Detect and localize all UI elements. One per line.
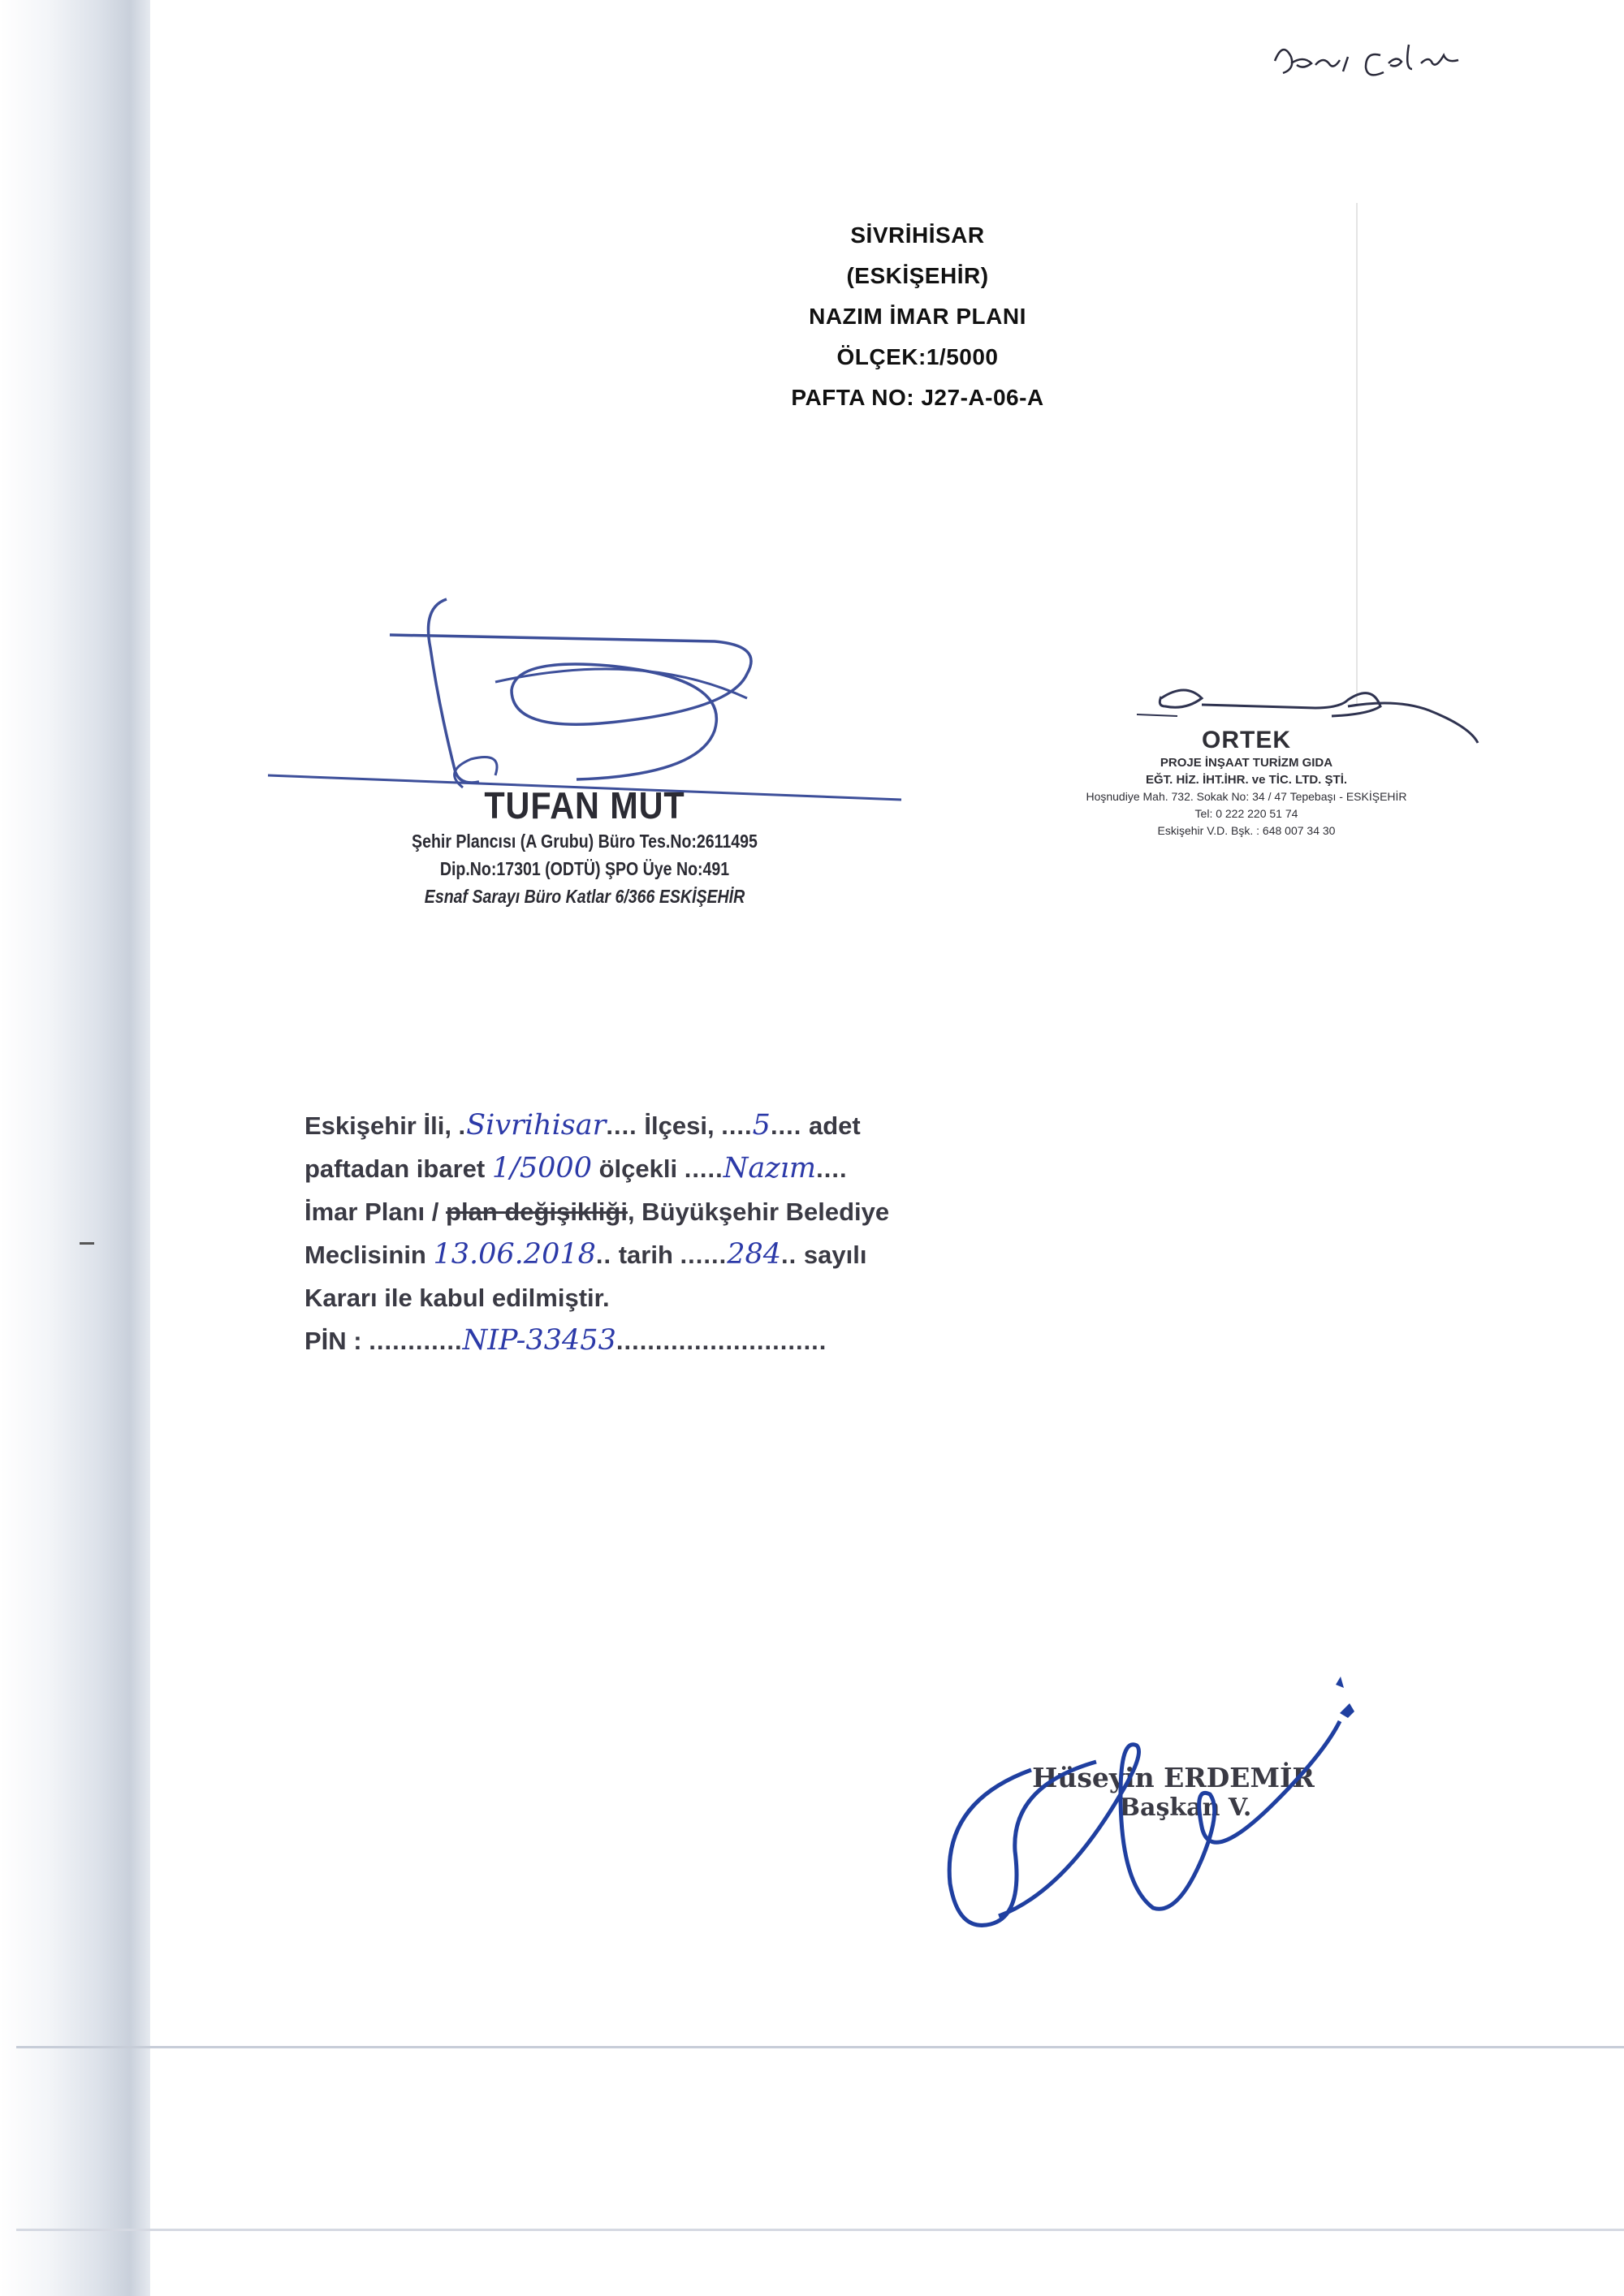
planner-address: Esnaf Sarayı Büro Katlar 6/366 ESKİŞEHİR [424,886,745,907]
company-line-2: EĞT. HİZ. İHT.İHR. ve TİC. LTD. ŞTİ. [1145,773,1348,787]
decision-row-2: paftadan ibaret 1/5000 ölçekli .....Nazım.... [304,1152,848,1185]
planner-name: TUFAN MUT [484,784,685,826]
planner-stamp [374,783,796,910]
decision-text: paftadan ibaret [304,1154,492,1183]
handwritten-scale: 1/5000 [491,1152,592,1185]
decision-text: , Büyükşehir Belediye [627,1198,890,1226]
decision-text: PİN : [304,1327,369,1355]
handwritten-district: Sivrihisar [466,1109,607,1142]
decision-row-4: Meclisinin 13.06.2018.. tarih ......284.. sayılı [304,1238,867,1271]
company-address: Hoşnudiye Mah. 732. Sokak No: 34 / 47 Tepebaşı - ESKİŞEHİR [1086,790,1407,803]
decision-text: İlçesi, [637,1111,722,1140]
handwritten-pin: NIP-33453 [462,1324,616,1357]
decision-text: Meclisinin [304,1241,434,1269]
plan-title-block [731,215,1104,418]
planner-diploma: Dip.No:17301 (ODTÜ) ŞPO Üye No:491 [439,858,730,879]
decision-text: ölçekli [591,1154,685,1183]
decision-row-5: Kararı ile kabul edilmiştir. [304,1284,610,1312]
decision-row-1: Eskişehir İli, .Sivrihisar.... İlçesi, ....5.... adet [304,1109,861,1142]
decision-text: tarih [611,1241,680,1269]
company-stamp [1047,727,1445,839]
company-name: ORTEK [1202,727,1291,753]
title-line-scale: ÖLÇEK:1/5000 [836,344,999,369]
decision-text: İmar Planı / [304,1198,447,1226]
handwritten-decision-number: 284 [727,1238,782,1271]
decision-row-6: PİN : ............NIP-33453........................... [304,1324,827,1357]
approval-decision-block [304,1104,938,1362]
company-line-1: PROJE İNŞAAT TURİZM GIDA [1160,756,1333,770]
handwritten-date: 13.06.2018 [433,1238,596,1271]
handwritten-plan-type: Nazım [723,1152,817,1185]
title-line-district: SİVRİHİSAR [850,222,985,248]
title-line-plan-type: NAZIM İMAR PLANI [809,304,1026,329]
decision-text: Eskişehir İli, [304,1111,459,1140]
handwritten-sheet-count: 5 [752,1109,771,1142]
scan-line-vertical [1356,203,1358,706]
title-line-sheet-number: PAFTA NO: J27-A-06-A [791,385,1044,410]
decision-row-3 [304,1190,938,1233]
title-line-province: (ESKİŞEHİR) [846,263,989,288]
planner-registration: Şehir Plancısı (A Grubu) Büro Tes.No:2611495 [412,831,758,852]
mayor-name: Hüseyin ERDEMİR [1032,1762,1315,1793]
company-phone: Tel: 0 222 220 51 74 [1194,807,1298,820]
mayor-stamp [1027,1762,1320,1822]
struck-through-text: plan değişikliği [446,1198,628,1226]
margin-mark [80,1242,94,1245]
company-tax-office: Eskişehir V.D. Bşk. : 648 007 34 30 [1157,824,1336,837]
scan-edge-shadow [0,0,150,2296]
decision-text: sayılı [797,1241,867,1269]
scan-line-lower [16,2046,1624,2048]
decision-text: adet [801,1111,861,1140]
handwritten-note [1267,32,1478,89]
scan-line-bottom [16,2229,1624,2231]
mayor-title: Başkan V. [1119,1793,1252,1822]
